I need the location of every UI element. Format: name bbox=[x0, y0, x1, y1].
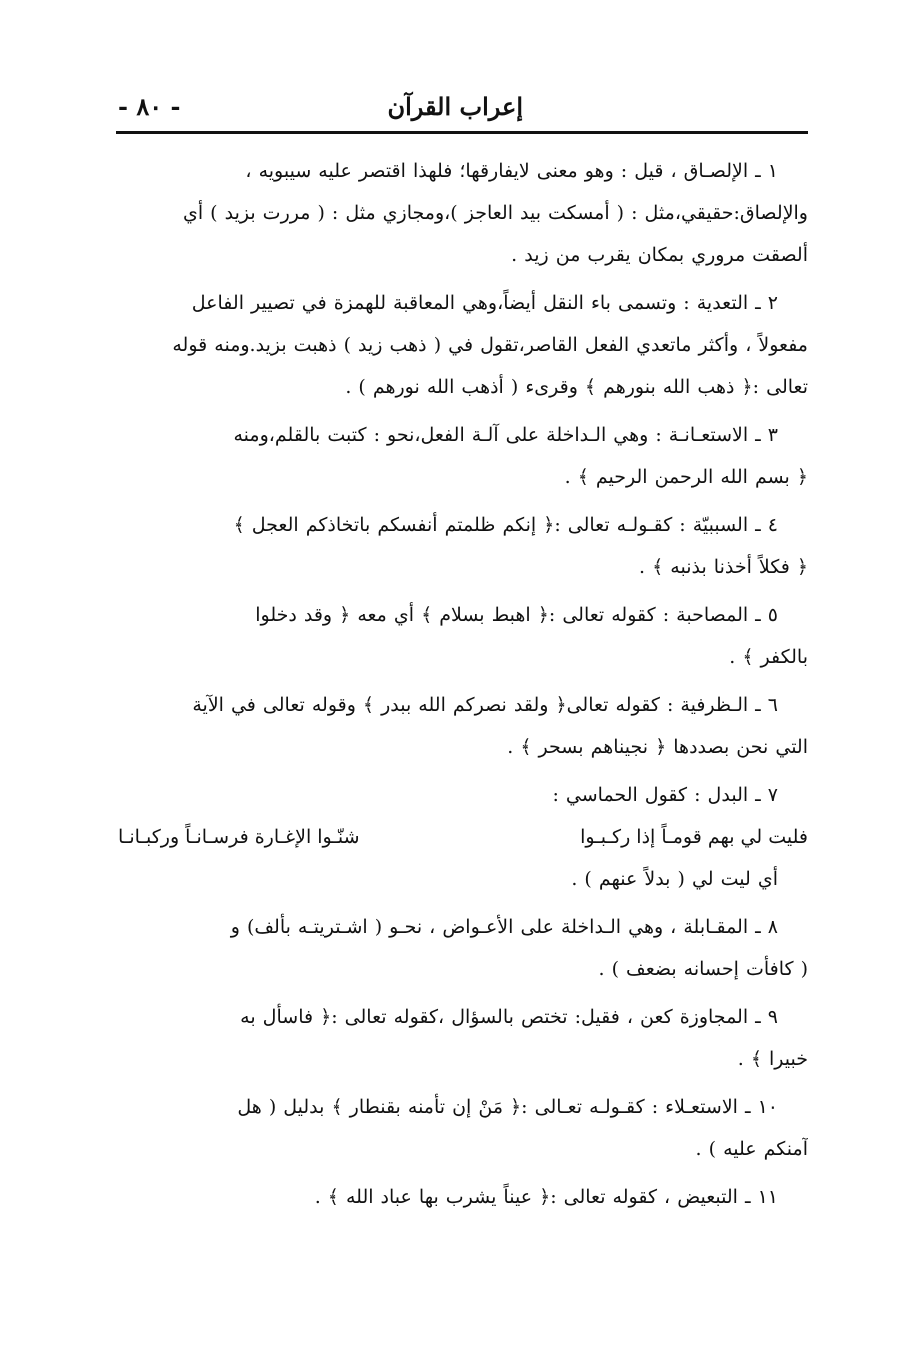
page-body bbox=[118, 150, 808, 1224]
verse-hemistich-second: شنّـوا الإغـارة فرسـانـاً وركبـانـا bbox=[118, 826, 360, 848]
running-header bbox=[118, 92, 808, 132]
entry-line: آمنكم عليه ) . bbox=[695, 1138, 808, 1160]
entry-line: أي ليت لي ( بدلاً عنهم ) . bbox=[571, 868, 778, 890]
entry-line: ١١ ـ التبعيض ، كقوله تعالى :﴿ عيناً يشرب بها عباد الله ﴾ . bbox=[314, 1186, 778, 1208]
entry-5 bbox=[118, 594, 808, 678]
entry-9 bbox=[118, 996, 808, 1080]
entry-line: بالكفر ﴾ . bbox=[729, 646, 808, 668]
book-title: إعراب القرآن bbox=[387, 92, 523, 121]
entry-line: ٨ ـ المقـابلة ، وهي الـداخلة على الأعـواض ، نحـو ( اشـتريتـه بألف) و bbox=[230, 916, 778, 938]
entry-1 bbox=[118, 150, 808, 276]
entry-3 bbox=[118, 414, 808, 498]
entry-line: ( كافأت إحسانه بضعف ) . bbox=[598, 958, 808, 980]
entry-line: ٩ ـ المجاوزة كعن ، فقيل: تختص بالسؤال ،كقوله تعالى :﴿ فاسأل به bbox=[240, 1006, 778, 1028]
entry-line: ٤ ـ السببيّة : كقـولـه تعالى :﴿ إنكم ظلمتم أنفسكم باتخاذكم العجل ﴾ bbox=[233, 514, 778, 536]
poetry-verse bbox=[118, 816, 808, 858]
entry-line: ﴿ فكلاً أخذنا بذنبه ﴾ . bbox=[639, 556, 808, 578]
entry-line: والإلصاق:حقيقي،مثل : ( أمسكت بيد العاجز )،ومجازي مثل : ( مررت بزيد ) أي bbox=[182, 202, 808, 224]
entry-line: تعالى :﴿ ذهب الله بنورهم ﴾ وقرىء ( أذهب الله نورهم ) . bbox=[345, 376, 808, 398]
entry-4 bbox=[118, 504, 808, 588]
entry-11 bbox=[118, 1176, 808, 1218]
entry-line: ٦ ـ الـظرفية : كقوله تعالى﴿ ولقد نصركم الله ببدر ﴾ وقوله تعالى في الآية bbox=[192, 694, 778, 716]
entry-line: مفعولاً ، وأكثر ماتعدي الفعل القاصر،تقول في ( ذهب زيد ) ذهبت بزيد.ومنه قوله bbox=[172, 334, 808, 356]
entry-line: ٢ ـ التعدية : وتسمى باء النقل أيضاً،وهي المعاقبة للهمزة في تصيير الفاعل bbox=[191, 292, 778, 314]
header-rule bbox=[116, 131, 808, 134]
entry-line: خبيرا ﴾ . bbox=[737, 1048, 808, 1070]
verse-hemistich-first: فليت لي بهم قومـاً إذا ركـبـوا bbox=[580, 826, 808, 848]
entry-7 bbox=[118, 774, 808, 816]
verse-explanation bbox=[118, 858, 808, 900]
entry-2 bbox=[118, 282, 808, 408]
entry-line: ٧ ـ البدل : كقول الحماسي : bbox=[552, 784, 778, 806]
page-number: - ٨٠ - bbox=[118, 92, 181, 121]
entry-6 bbox=[118, 684, 808, 768]
entry-line: ٣ ـ الاستعـانـة : وهي الـداخلة على آلـة الفعل،نحو : كتبت بالقلم،ومنه bbox=[233, 424, 778, 446]
entry-line: ألصقت مروري بمكان يقرب من زيد . bbox=[511, 244, 808, 266]
entry-line: ١ ـ الإلصـاق ، قيل : وهو معنى لايفارقها؛ فلهذا اقتصر عليه سيبويه ، bbox=[245, 160, 778, 182]
entry-line: التي نحن بصددها ﴿ نجيناهم بسحر ﴾ . bbox=[507, 736, 808, 758]
entry-line: ﴿ بسم الله الرحمن الرحيم ﴾ . bbox=[564, 466, 808, 488]
entry-line: ١٠ ـ الاستعـلاء : كقـولـه تعـالى :﴿ مَنْ إن تأمنه بقنطار ﴾ بدليل ( هل bbox=[237, 1096, 778, 1118]
entry-line: ٥ ـ المصاحبة : كقوله تعالى :﴿ اهبط بسلام ﴾ أي معه ﴿ وقد دخلوا bbox=[255, 604, 778, 626]
entry-10 bbox=[118, 1086, 808, 1170]
entry-8 bbox=[118, 906, 808, 990]
